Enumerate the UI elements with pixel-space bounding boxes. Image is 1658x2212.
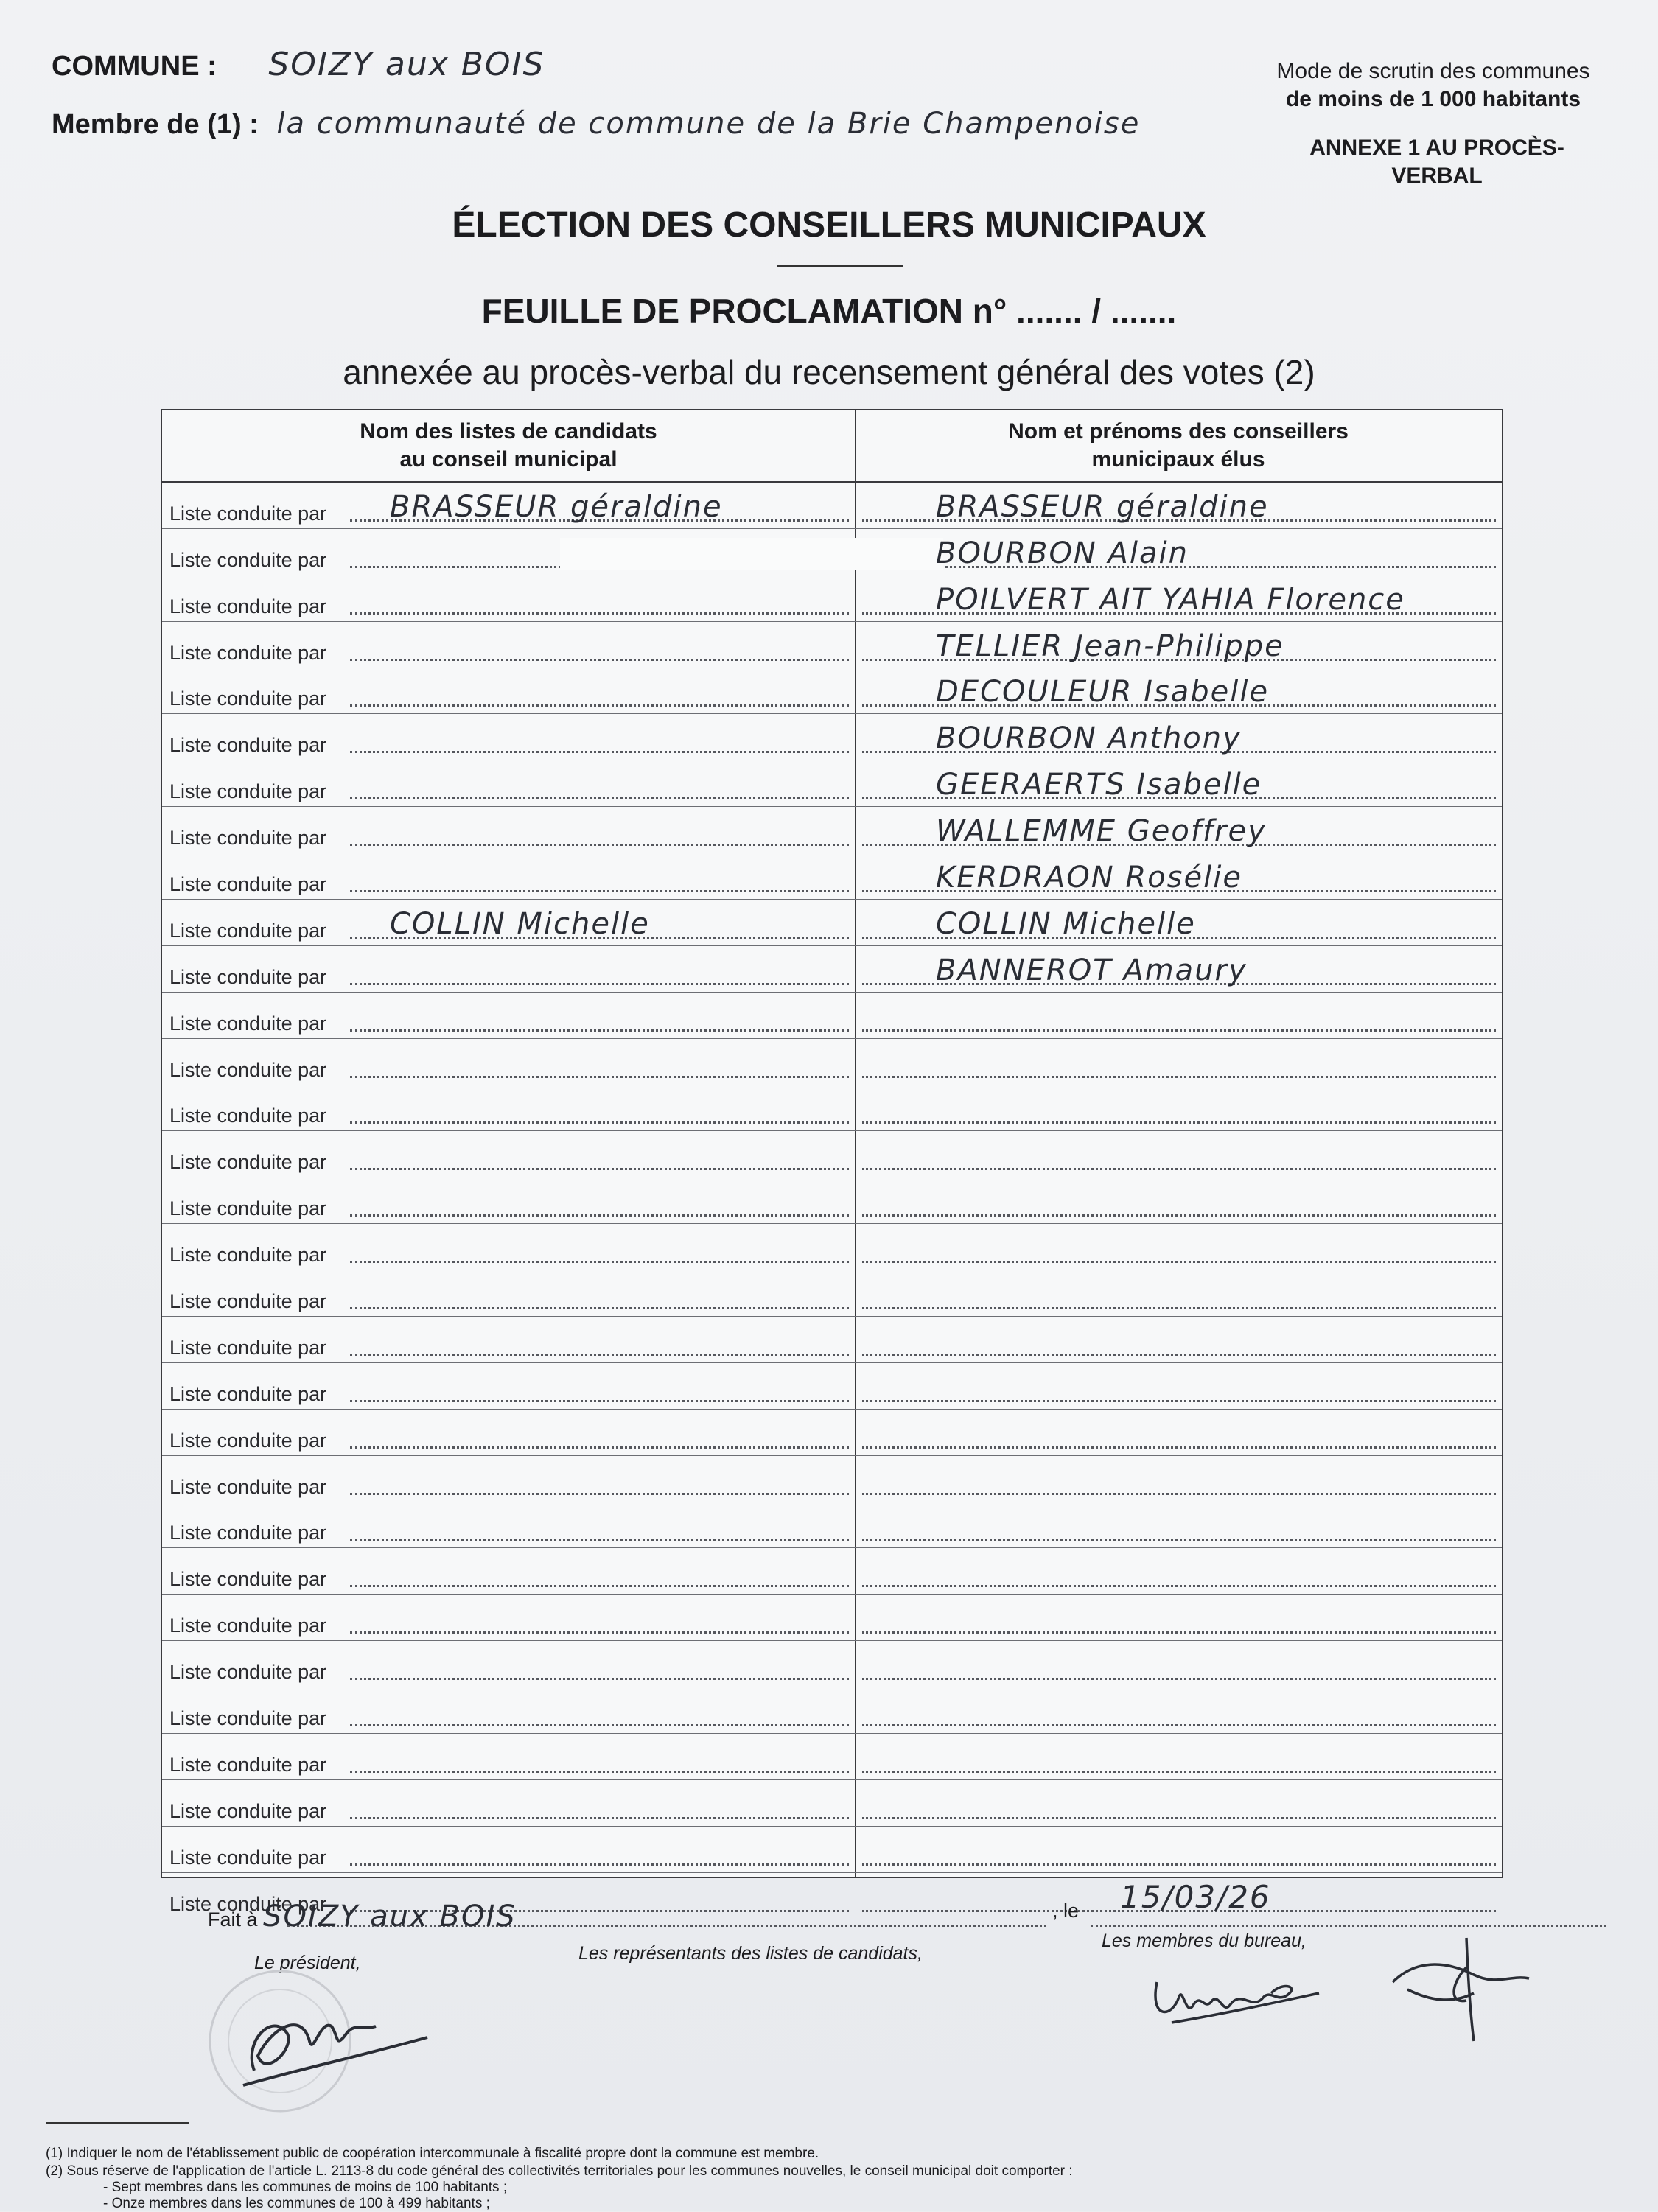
list-row-label: Liste conduite par xyxy=(169,1892,327,1915)
list-row-label: Liste conduite par xyxy=(169,1799,327,1822)
table-row xyxy=(162,807,1502,853)
col-elected-header xyxy=(855,418,1502,474)
list-row-label: Liste conduite par xyxy=(169,1661,327,1684)
bureau-signature-1 xyxy=(1142,1953,1334,2034)
footnote-2: (2) Sous réserve de l'application de l'article L. 2113-8 du code général des collectivités territoriales pour les communes nouvelles, le conseil municipal doit comporter : xyxy=(46,2163,1073,2179)
list-leader-name: BRASSEUR géraldine xyxy=(390,489,723,524)
list-dotted-line xyxy=(350,890,849,892)
footnote-3: - Sept membres dans les communes de moins de 100 habitants ; xyxy=(103,2180,508,2195)
col-elected-header-line-2: municipaux élus xyxy=(1091,447,1265,472)
elected-dotted-line xyxy=(862,1400,1496,1402)
list-dotted-line xyxy=(350,1400,849,1402)
elected-councillor-name: TELLIER Jean-Philippe xyxy=(936,629,1284,663)
elected-dotted-line xyxy=(862,1539,1496,1541)
list-dotted-line xyxy=(350,704,849,707)
list-dotted-line xyxy=(350,1076,849,1078)
president-label: Le président, xyxy=(254,1953,361,1973)
list-row-label: Liste conduite par xyxy=(169,827,327,850)
list-dotted-line xyxy=(350,1121,849,1124)
list-dotted-line xyxy=(350,1631,849,1634)
table-row xyxy=(162,1780,1502,1827)
col-lists-header-line-1: Nom des listes de candidats xyxy=(360,419,657,444)
elected-councillor-name: COLLIN Michelle xyxy=(936,906,1196,941)
list-row-label: Liste conduite par xyxy=(169,1429,327,1452)
list-row-label: Liste conduite par xyxy=(169,502,327,525)
elected-councillor-name: WALLEMME Geoffrey xyxy=(936,814,1267,849)
list-dotted-line xyxy=(350,1307,849,1309)
list-dotted-line xyxy=(350,1585,849,1587)
list-dotted-line xyxy=(350,1214,849,1217)
list-dotted-line xyxy=(350,1446,849,1449)
elected-dotted-line xyxy=(862,1214,1496,1217)
correction-patch xyxy=(560,538,943,570)
elected-dotted-line xyxy=(862,1493,1496,1495)
list-dotted-line xyxy=(350,612,849,615)
title-divider xyxy=(777,265,903,267)
table-row xyxy=(162,1595,1502,1641)
table-row xyxy=(162,1270,1502,1317)
table-row xyxy=(162,1827,1502,1873)
mode-line-2: de moins de 1 000 habitants xyxy=(1285,87,1581,111)
list-row-label: Liste conduite par xyxy=(169,595,327,617)
table-row xyxy=(162,760,1502,807)
table-row xyxy=(162,1410,1502,1456)
list-row-label: Liste conduite par xyxy=(169,1475,327,1498)
table-row xyxy=(162,1363,1502,1410)
elected-dotted-line xyxy=(862,1817,1496,1819)
list-dotted-line xyxy=(350,844,849,846)
table-row xyxy=(162,1039,1502,1085)
table-row xyxy=(162,1548,1502,1595)
footnote-divider xyxy=(46,2122,189,2124)
table-row xyxy=(162,993,1502,1039)
elected-dotted-line xyxy=(862,1121,1496,1124)
le-label: , le xyxy=(1052,1900,1080,1922)
list-dotted-line xyxy=(350,983,849,985)
table-row xyxy=(162,1734,1502,1780)
list-row-label: Liste conduite par xyxy=(169,1753,327,1776)
footnote-4: - Onze membres dans les communes de 100 à 499 habitants ; xyxy=(103,2196,490,2211)
list-dotted-line xyxy=(350,1771,849,1773)
table-row xyxy=(162,1502,1502,1549)
annexe-line-2: VERBAL xyxy=(1391,164,1483,188)
list-row-label: Liste conduite par xyxy=(169,1151,327,1174)
table-row xyxy=(162,1317,1502,1363)
list-dotted-line xyxy=(350,1354,849,1356)
date-dotted-line xyxy=(1091,1925,1606,1927)
list-row-label: Liste conduite par xyxy=(169,1846,327,1869)
list-row-label: Liste conduite par xyxy=(169,548,327,571)
table-row xyxy=(162,1177,1502,1224)
fait-a xyxy=(208,1900,517,1933)
elected-dotted-line xyxy=(862,1261,1496,1263)
scrutin-mode xyxy=(1238,57,1629,113)
list-row-label: Liste conduite par xyxy=(169,1382,327,1405)
list-dotted-line xyxy=(350,1493,849,1495)
table-row xyxy=(162,1224,1502,1270)
list-row-label: Liste conduite par xyxy=(169,1058,327,1081)
list-dotted-line xyxy=(350,1724,849,1726)
bureau-signature-2 xyxy=(1385,1931,1533,2048)
list-dotted-line xyxy=(350,797,849,799)
table-rows xyxy=(162,483,1502,1919)
elected-dotted-line xyxy=(862,1771,1496,1773)
elected-councillor-name: BOURBON Alain xyxy=(936,536,1189,570)
annexe-line-1: ANNEXE 1 AU PROCÈS- xyxy=(1309,136,1564,160)
footnote-1: (1) Indiquer le nom de l'établissement public de coopération intercommunale à fiscalité propre dont la commune est membre. xyxy=(46,2146,819,2161)
elected-dotted-line xyxy=(862,1307,1496,1309)
list-row-label: Liste conduite par xyxy=(169,965,327,988)
elected-dotted-line xyxy=(862,1076,1496,1078)
table-row xyxy=(162,483,1502,529)
elected-dotted-line xyxy=(862,1446,1496,1449)
elected-dotted-line xyxy=(862,1585,1496,1587)
elected-councillor-name: KERDRAON Rosélie xyxy=(936,861,1242,895)
list-row-label: Liste conduite par xyxy=(169,1012,327,1035)
list-dotted-line xyxy=(350,1539,849,1541)
membre-row xyxy=(52,107,1140,141)
election-title: ÉLECTION DES CONSEILLERS MUNICIPAUX xyxy=(452,206,1206,245)
fait-label: Fait à xyxy=(208,1908,258,1931)
list-dotted-line xyxy=(350,659,849,661)
list-row-label: Liste conduite par xyxy=(169,1197,327,1220)
col-lists-header-line-2: au conseil municipal xyxy=(399,447,618,472)
list-dotted-line xyxy=(350,1678,849,1680)
annexe-label xyxy=(1282,134,1592,190)
elected-councillor-name: BOURBON Anthony xyxy=(936,721,1242,756)
elected-dotted-line xyxy=(862,1678,1496,1680)
membre-value: la communauté de commune de la Brie Champenoise xyxy=(276,107,1141,141)
list-dotted-line xyxy=(350,1261,849,1263)
elected-dotted-line xyxy=(862,1354,1496,1356)
elected-dotted-line xyxy=(862,1631,1496,1634)
list-row-label: Liste conduite par xyxy=(169,780,327,803)
feuille-title: FEUILLE DE PROCLAMATION n° ....... / ....... xyxy=(481,292,1177,330)
col-elected-header-line-1: Nom et prénoms des conseillers xyxy=(1008,419,1349,444)
date-value: 15/03/26 xyxy=(1120,1879,1271,1915)
elected-councillor-name: POILVERT AIT YAHIA Florence xyxy=(936,582,1405,617)
elected-dotted-line xyxy=(862,1029,1496,1032)
elected-councillor-name: DECOULEUR Isabelle xyxy=(936,675,1270,710)
table-row xyxy=(162,1131,1502,1177)
commune-label: COMMUNE : xyxy=(52,51,217,82)
list-dotted-line xyxy=(350,1863,849,1866)
list-row-label: Liste conduite par xyxy=(169,687,327,710)
commune-value: SOIZY aux BOIS xyxy=(268,46,545,83)
list-row-label: Liste conduite par xyxy=(169,1522,327,1544)
table-row xyxy=(162,946,1502,993)
table-row xyxy=(162,1641,1502,1687)
mode-line-1: Mode de scrutin des communes xyxy=(1276,59,1590,83)
table-header xyxy=(162,410,1502,483)
list-row-label: Liste conduite par xyxy=(169,1568,327,1591)
col-lists-header xyxy=(162,418,855,474)
elected-dotted-line xyxy=(862,1168,1496,1170)
list-dotted-line xyxy=(350,1029,849,1032)
list-row-label: Liste conduite par xyxy=(169,1707,327,1730)
elected-councillor-name: BRASSEUR géraldine xyxy=(936,489,1269,524)
list-dotted-line xyxy=(350,1168,849,1170)
commune-row xyxy=(52,46,545,83)
table-row xyxy=(162,622,1502,668)
elected-councillor-name: GEERAERTS Isabelle xyxy=(936,768,1262,802)
table-row xyxy=(162,853,1502,900)
table-row xyxy=(162,714,1502,760)
bureau-label: Les membres du bureau, xyxy=(1102,1931,1307,1951)
table-row xyxy=(162,1456,1502,1502)
list-row-label: Liste conduite par xyxy=(169,1336,327,1359)
list-leader-name: COLLIN Michelle xyxy=(390,906,650,941)
table-row xyxy=(162,1085,1502,1132)
list-row-label: Liste conduite par xyxy=(169,641,327,664)
list-row-label: Liste conduite par xyxy=(169,1614,327,1637)
list-row-label: Liste conduite par xyxy=(169,919,327,942)
list-dotted-line xyxy=(350,751,849,753)
list-row-label: Liste conduite par xyxy=(169,1105,327,1127)
table-row xyxy=(162,668,1502,715)
representants-label: Les représentants des listes de candidats, xyxy=(578,1943,923,1964)
table-row xyxy=(162,575,1502,622)
list-row-label: Liste conduite par xyxy=(169,1244,327,1267)
fait-value: SOIZY aux BOIS xyxy=(263,1900,517,1933)
table-row xyxy=(162,900,1502,946)
president-stamp-and-signature xyxy=(192,1967,457,2115)
membre-label: Membre de (1) : xyxy=(52,109,259,140)
list-row-label: Liste conduite par xyxy=(169,1290,327,1313)
elected-dotted-line xyxy=(862,1863,1496,1866)
list-row-label: Liste conduite par xyxy=(169,734,327,757)
elected-councillor-name: BANNEROT Amaury xyxy=(936,953,1248,987)
table-row xyxy=(162,1687,1502,1734)
list-row-label: Liste conduite par xyxy=(169,873,327,896)
elected-dotted-line xyxy=(862,1724,1496,1726)
table-row xyxy=(162,529,1502,575)
annexee-subtitle: annexée au procès-verbal du recensement général des votes (2) xyxy=(343,353,1315,391)
list-dotted-line xyxy=(350,1817,849,1819)
